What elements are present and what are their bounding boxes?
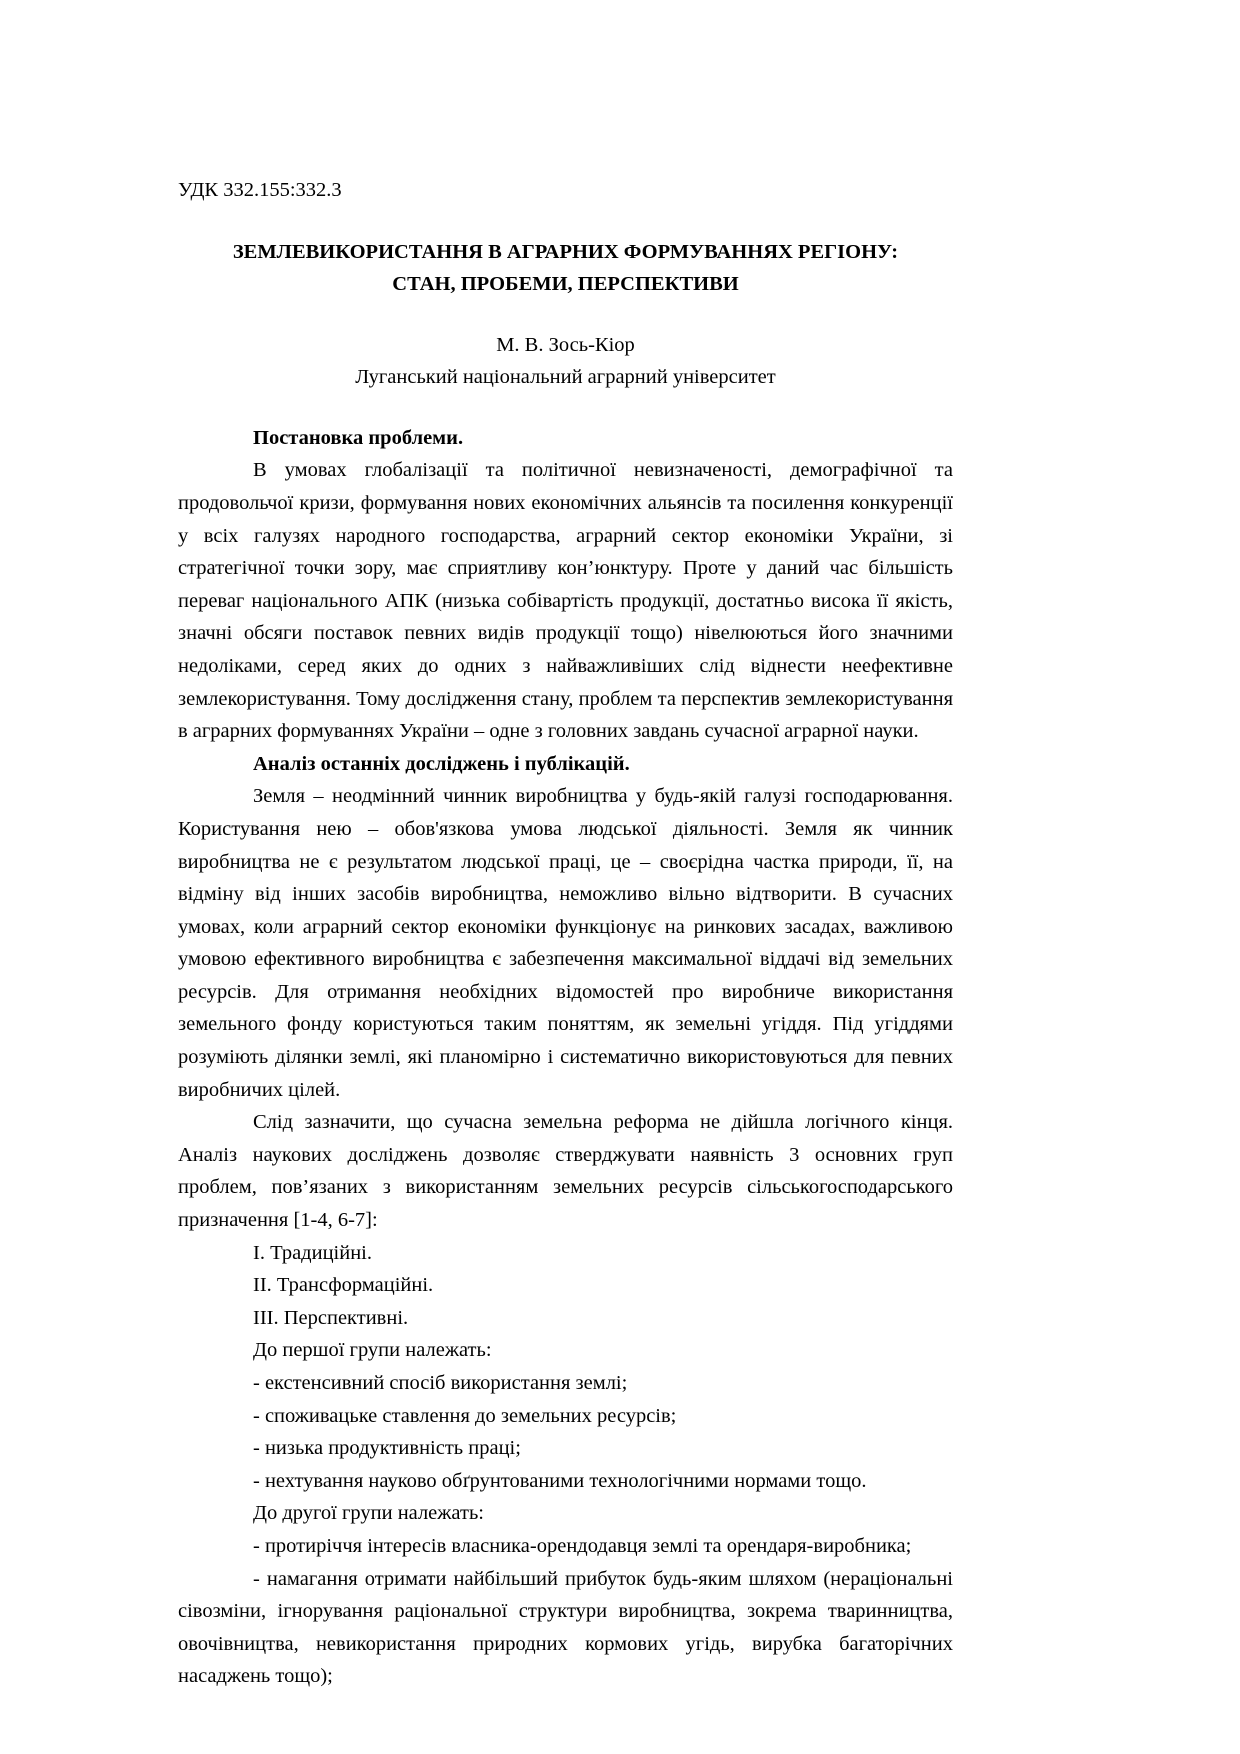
paragraph: В умовах глобалізації та політичної невизначеності, демографічної та продовольчої кризи, формування нових економічних альянсів та посилення конкуренції у всіх галузях народного господарства, аграрний сектор економіки України, зі стратегічної точки зору, має сприятливу кон’юнктуру. Проте у даний час більшість переваг національного АПК (низька собівартість продукції, достатньо висока її якість, значні обсяги поставок певних видів продукції тощо) нівелюються його значними недоліками, серед яких до одних з найважливіших слід віднести неефективне землекористування. Тому дослідження стану, проблем та перспектив землекористування в аграрних формуваннях України – одне з головних завдань сучасної аграрної науки. xyxy=(178,459,953,743)
group-item: III. Перспективні. xyxy=(253,1306,409,1329)
list-item: - екстенсивний спосіб використання землі; xyxy=(253,1372,628,1394)
list-item: - низька продуктивність праці; xyxy=(253,1437,521,1460)
article-title xyxy=(178,236,953,300)
title-line-2: СТАН, ПРОБЕМИ, ПЕРСПЕКТИВИ xyxy=(392,272,739,295)
group-item: I. Традиційні. xyxy=(253,1241,372,1264)
second-group-intro: До другої групи належать: xyxy=(253,1502,485,1525)
section-heading-analysis: Аналіз останніх досліджень і публікацій. xyxy=(253,752,630,775)
title-line-1: ЗЕМЛЕВИКОРИСТАННЯ В АГРАРНИХ ФОРМУВАННЯХ РЕГІОНУ: xyxy=(232,240,899,263)
list-item: - протиріччя інтересів власника-орендодавця землі та орендаря-виробника; xyxy=(253,1534,912,1557)
author-affiliation: Луганський національний аграрний університет xyxy=(355,366,776,389)
first-group-intro: До першої групи належать: xyxy=(253,1339,492,1362)
list-item: - намагання отримати найбільший прибуток будь-яким шляхом (нераціональні сівозміни, ігнорування раціональної структури виробництва, зокрема тваринництва, овочівництва, невикористання природних кормових угідь, вирубка багаторічних насаджень тощо); xyxy=(178,1567,953,1688)
author-name: М. В. Зось-Кіор xyxy=(496,333,635,356)
page-content xyxy=(178,174,953,1693)
paragraph: Слід зазначити, що сучасна земельна реформа не дійшла логічного кінця. Аналіз наукових досліджень дозволяє стверджувати наявність 3 основних груп проблем, пов’язаних з використанням земельних ресурсів сільськогосподарського призначення [1-4, 6-7]: xyxy=(178,1111,953,1232)
section-heading-problem: Постановка проблеми. xyxy=(253,426,464,449)
list-item: - споживацьке ставлення до земельних ресурсів; xyxy=(253,1404,677,1427)
group-item: II. Трансформаційні. xyxy=(253,1274,434,1297)
udk-code: УДК 332.155:332.3 xyxy=(178,179,342,201)
paragraph: Земля – неодмінний чинник виробництва у будь-якій галузі господарювання. Користування нею – обов'язкова умова людської діяльності. Земля як чинник виробництва не є результатом людської праці, це – своєрідна частка природи, її, на відміну від інших засобів виробництва, неможливо вільно відтворити. В сучасних умовах, коли аграрний сектор економіки функціонує на ринкових засадах, важливою умовою ефективного виробництва є забезпечення максимальної віддачі від земельних ресурсів. Для отримання необхідних відомостей про виробниче використання земельного фонду користуються таким поняттям, як земельні угіддя. Під угіддями розуміють ділянки землі, які планомірно і систематично використовуються для певних виробничих цілей. xyxy=(178,785,953,1101)
list-item: - нехтування науково обґрунтованими технологічними нормами тощо. xyxy=(253,1469,867,1492)
